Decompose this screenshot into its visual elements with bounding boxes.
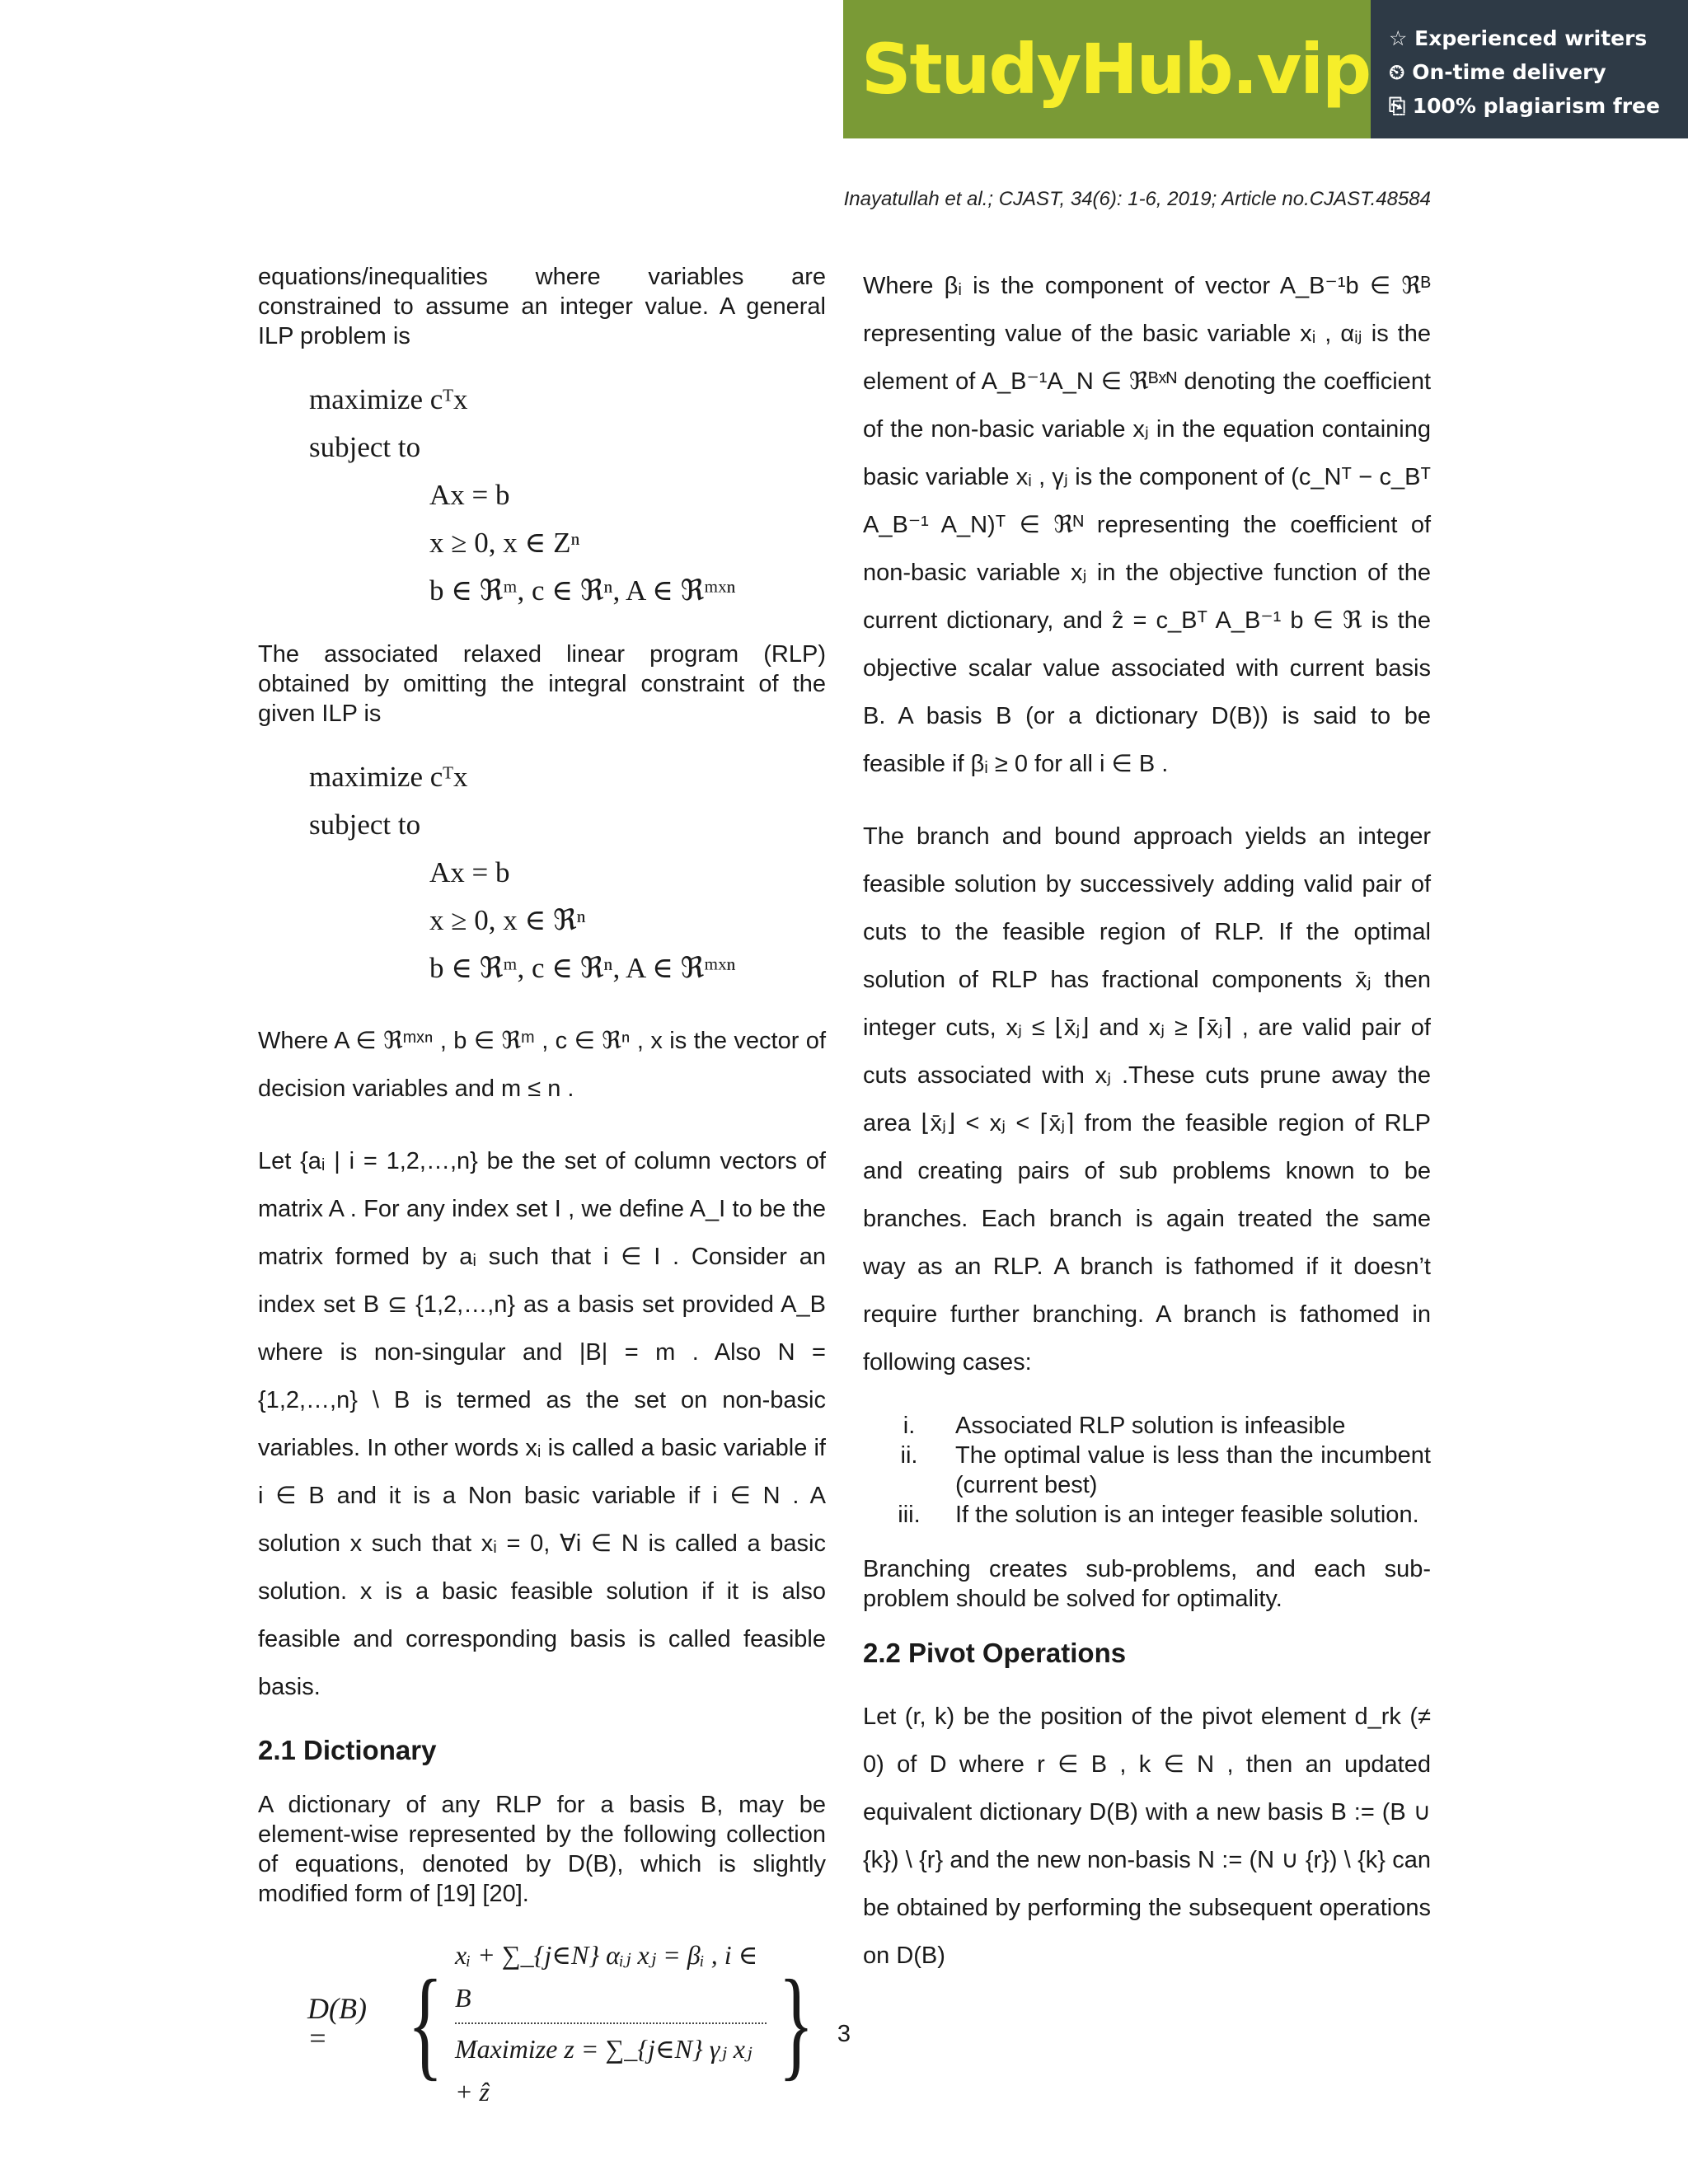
list-item: [863, 1441, 1431, 1500]
paragraph-dictionary: A dictionary of any RLP for a basis B, may be element-wise represented by the following collection of equations, denoted by D(B), which is slightly modified form of [19] [20].: [258, 1792, 826, 1907]
list-item: [863, 1411, 1431, 1441]
page-number: 3: [837, 2021, 851, 2047]
studyhub-banner[interactable]: [843, 0, 1688, 138]
dictionary-row-basic: xᵢ + ∑_{j∈N} αᵢⱼ xⱼ = βᵢ , i ∈ B: [454, 1940, 758, 2013]
fathom-cases-list: [863, 1411, 1431, 1530]
ilp-constraint-integer: x ≥ 0, x ∈ Zⁿ: [429, 527, 580, 559]
paragraph-ilp-intro: equations/inequalities where variables are constrained to assume an integer value. A general ILP problem is: [258, 264, 826, 349]
list-item-text: Associated RLP solution is infeasible: [955, 1413, 1346, 1439]
ilp-constraint-equality: Ax = b: [429, 479, 510, 511]
paragraph-pivot: Let (r, k) be the position of the pivot element d_rk (≠ 0) of D where r ∈ B , k ∈ N , then an updated equivalent dictionary D(B) with a new basis B := (B ∪ {k}) \ {r} and the new non-basis N := (N ∪ {r}) \ {k} can be obtained by performing the subsequent operations on D(B): [863, 1704, 1431, 1969]
list-item-text: The optimal value is less than the incumbent (current best): [955, 1442, 1431, 1498]
right-brace: }: [778, 1955, 814, 2092]
dictionary-lhs: D(B) =: [307, 1992, 367, 2055]
rlp-domains: b ∈ ℜᵐ, c ∈ ℜⁿ, A ∈ ℜᵐˣⁿ: [429, 952, 736, 984]
left-brace: {: [407, 1955, 443, 2092]
list-item: [863, 1500, 1431, 1530]
paragraph-basis-definitions: Let {aᵢ | i = 1,2,…,n} be the set of column vectors of matrix A . For any index set I , we define A_I to be the matrix formed by aᵢ such that i ∈ I . Consider an index set B ⊆ {1,2,…,n} as a basis set provided A_B where is non-singular and |B| = m . Also N = {1,2,…,n} \ B is termed as the set on non-basic variables. In other words xᵢ is called a basic variable if i ∈ B and it is a Non basic variable if i ∈ N . A solution x such that xᵢ = 0, ∀i ∈ N is called a basic solution. x is a basic feasible solution if it is also feasible and corresponding basis is called feasible basis.: [258, 1148, 826, 1700]
dictionary-row-objective: Maximize z = ∑_{j∈N} γⱼ xⱼ + ẑ: [454, 2034, 753, 2107]
ilp-subject-to: subject to: [309, 431, 421, 463]
section-heading-pivot-operations: 2.2 Pivot Operations: [863, 1638, 1127, 1668]
rlp-objective: maximize cᵀx: [309, 761, 468, 793]
rlp-subject-to: subject to: [309, 808, 421, 841]
right-column: [863, 262, 1431, 2004]
paragraph-where-definitions: Where A ∈ ℜᵐˣⁿ , b ∈ ℜᵐ , c ∈ ℜⁿ , x is the vector of decision variables and m ≤ n .: [258, 1028, 826, 1102]
ilp-objective: maximize cᵀx: [309, 383, 468, 415]
list-item-number: iii.: [898, 1502, 921, 1528]
paragraph-branch-and-bound: The branch and bound approach yields an integer feasible solution by successively adding valid pair of cuts to the feasible region of RLP. If the optimal solution of RLP has fractional components x̄ⱼ then integer cuts, xⱼ ≤ ⌊x̄ⱼ⌋ and xⱼ ≥ ⌈x̄ⱼ⌉ , are valid pair of cuts associated with xⱼ .These cuts prune away the area ⌊x̄ⱼ⌋ < xⱼ < ⌈x̄ⱼ⌉ from the feasible region of RLP and creating pairs of sub problems known to be branches. Each branch is again treated the same way as an RLP. A branch is fathomed if it doesn’t require further branching. A branch is fathomed in following cases:: [863, 823, 1431, 1376]
banner-features: [1371, 0, 1688, 138]
left-column: [258, 262, 826, 2113]
banner-logo-area: [843, 0, 1371, 138]
rlp-formulation: [258, 753, 826, 992]
list-item-number: i.: [903, 1413, 916, 1439]
paragraph-rlp-intro: The associated relaxed linear program (RLP) obtained by omitting the integral constraint of the given ILP is: [258, 641, 826, 727]
paragraph-dictionary-terms: Where βᵢ is the component of vector A_B⁻¹b ∈ ℜᴮ representing value of the basic variable xᵢ , αᵢⱼ is the element of A_B⁻¹A_N ∈ ℜᴮˣᴺ denoting the coefficient of the non-basic variable xⱼ in the equation containing basic variable xᵢ , γⱼ is the component of (c_Nᵀ − c_Bᵀ A_B⁻¹ A_N)ᵀ ∈ ℜᴺ representing the coefficient of non-basic variable xⱼ in the objective function of the current dictionary, and ẑ = c_Bᵀ A_B⁻¹ b ∈ ℜ is the objective scalar value associated with current basis B. A basis B (or a dictionary D(B)) is said to be feasible if βᵢ ≥ 0 for all i ∈ B .: [863, 273, 1431, 777]
rlp-constraint-real: x ≥ 0, x ∈ ℜⁿ: [429, 904, 586, 936]
feature-experienced-writers: ☆ Experienced writers: [1389, 26, 1648, 50]
feature-on-time-delivery: ⏲ On-time delivery: [1389, 60, 1606, 84]
rlp-constraint-equality: Ax = b: [429, 856, 510, 888]
list-item-text: If the solution is an integer feasible solution.: [955, 1502, 1419, 1528]
running-head: Inayatullah et al.; CJAST, 34(6): 1-6, 2019; Article no.CJAST.48584: [843, 188, 1431, 210]
ilp-domains: b ∈ ℜᵐ, c ∈ ℜⁿ, A ∈ ℜᵐˣⁿ: [429, 574, 736, 607]
section-heading-dictionary: 2.1 Dictionary: [258, 1735, 437, 1765]
feature-plagiarism-free: ⎘ 100% plagiarism free: [1389, 94, 1660, 118]
paragraph-branching: Branching creates sub-problems, and each sub-problem should be solved for optimality.: [863, 1556, 1431, 1612]
list-item-number: ii.: [900, 1442, 918, 1469]
studyhub-logo: StudyHub.vip: [861, 29, 1371, 110]
ilp-formulation: [258, 376, 826, 615]
